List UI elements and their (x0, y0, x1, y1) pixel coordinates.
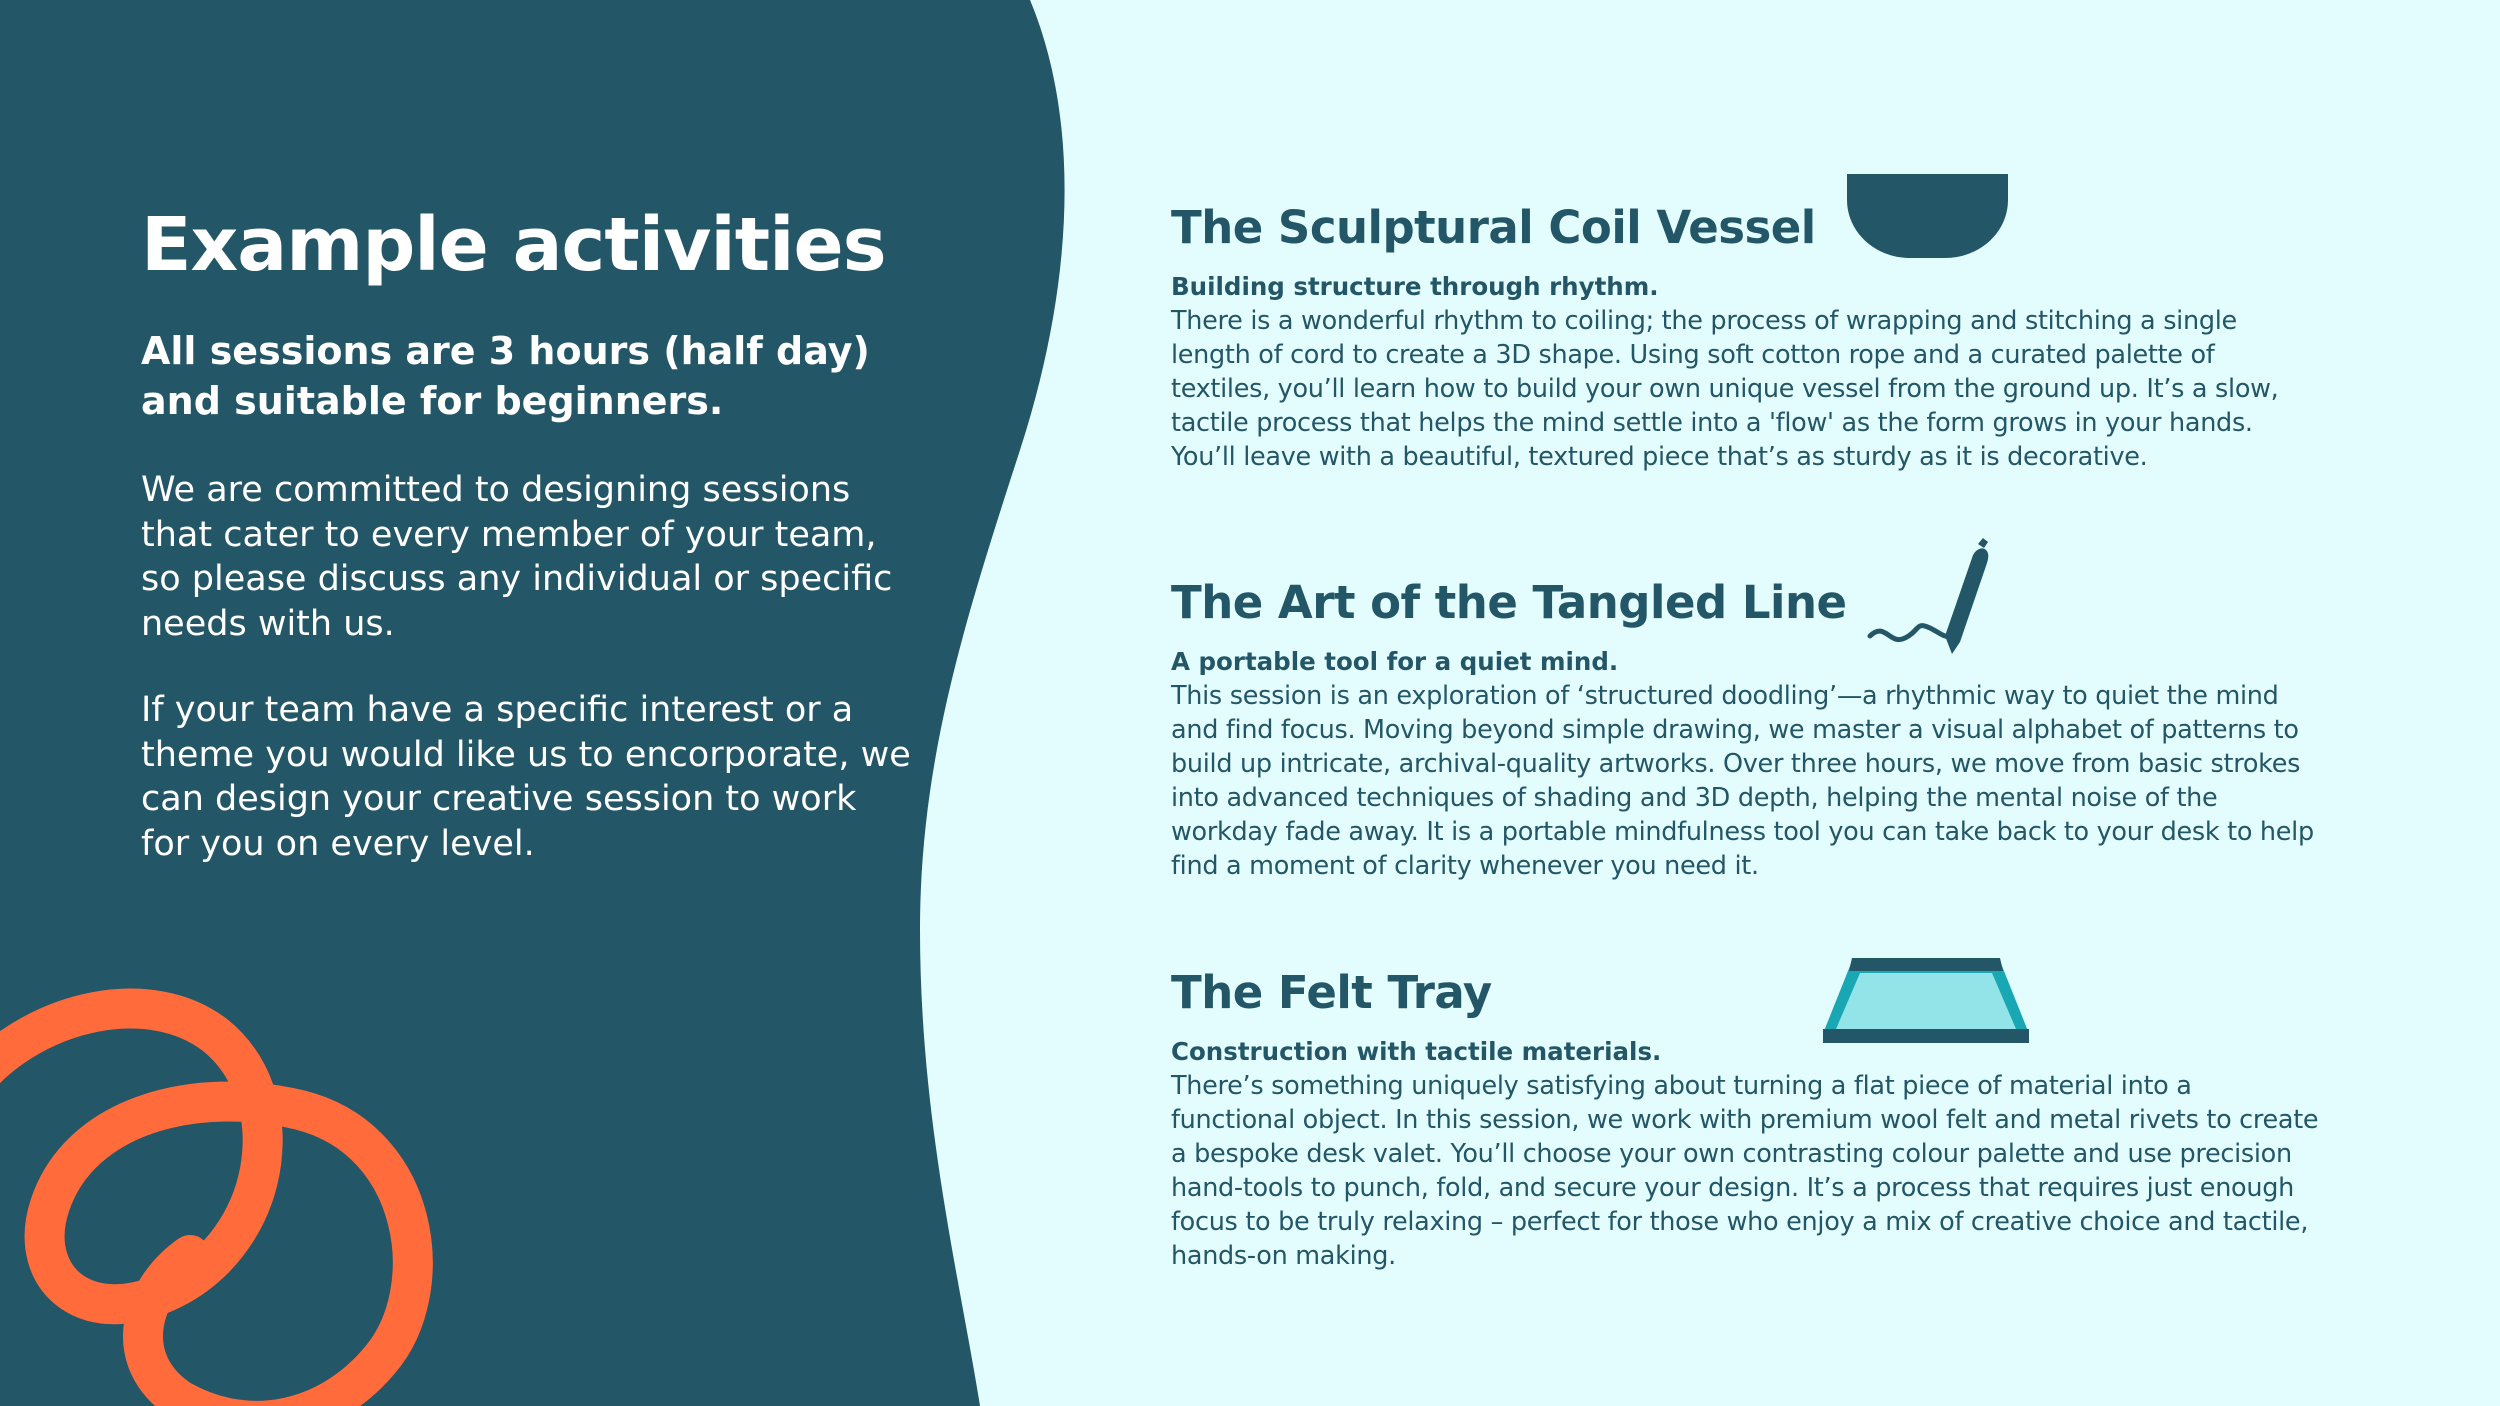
activity-coil-vessel (1171, 200, 2321, 474)
activity-description: There is a wonderful rhythm to coiling; the process of wrapping and stitching a single length of cord to create a 3D shape. Using soft cotton rope and a curated palette of textiles, you’ll learn how to build your own unique vessel from the ground up. It’s a slow, tactile process that helps the mind settle into a 'flow' as the form grows in your hands. You’ll leave with a beautiful, textured piece that’s as sturdy as it is decorative. (1171, 306, 2279, 472)
activity-tangled-line (1171, 575, 2321, 883)
bowl-icon (1845, 172, 2010, 262)
activity-title: The Sculptural Coil Vessel (1171, 201, 1816, 254)
activity-felt-tray (1171, 965, 2321, 1273)
activity-subtitle: Construction with tactile materials. (1171, 1037, 1662, 1066)
intro-panel (141, 200, 911, 866)
activity-description: This session is an exploration of ‘structured doodling’—a rhythmic way to quiet the mind and find focus. Moving beyond simple drawing, we master a visual alphabet of patterns to build up intricate, archival-quality artworks. Over three hours, we move from basic strokes into advanced techniques of shading and 3D depth, helping the mental noise of the workday fade away. It is a portable mindfulness tool you can take back to your desk to help find a moment of clarity whenever you need it. (1171, 681, 2314, 881)
pen-icon (1860, 536, 1990, 661)
activity-description: There’s something uniquely satisfying about turning a flat piece of material into a functional object. In this session, we work with premium wool felt and metal rivets to create a bespoke desk valet. You’ll choose your own contrasting colour palette and use precision hand-tools to punch, fold, and secure your design. It’s a process that requires just enough focus to be truly relaxing – perfect for those who enjoy a mix of creative choice and tactile, hands-on making. (1171, 1071, 2319, 1271)
inclusivity-paragraph: We are committed to designing sessions that cater to every member of your team, so please discuss any individual or specific needs with us. (141, 470, 893, 644)
sessions-summary: All sessions are 3 hours (half day) and suitable for beginners. (141, 329, 870, 423)
page-title: Example activities (141, 202, 886, 288)
activity-title: The Felt Tray (1171, 966, 1492, 1019)
activity-subtitle: A portable tool for a quiet mind. (1171, 647, 1619, 676)
activity-subtitle: Building structure through rhythm. (1171, 272, 1659, 301)
activity-title: The Art of the Tangled Line (1171, 576, 1847, 629)
tray-icon (1820, 955, 2032, 1047)
custom-theme-paragraph: If your team have a specific interest or a theme you would like us to encorporate, we can design your creative session to work for you on every level. (141, 690, 911, 864)
